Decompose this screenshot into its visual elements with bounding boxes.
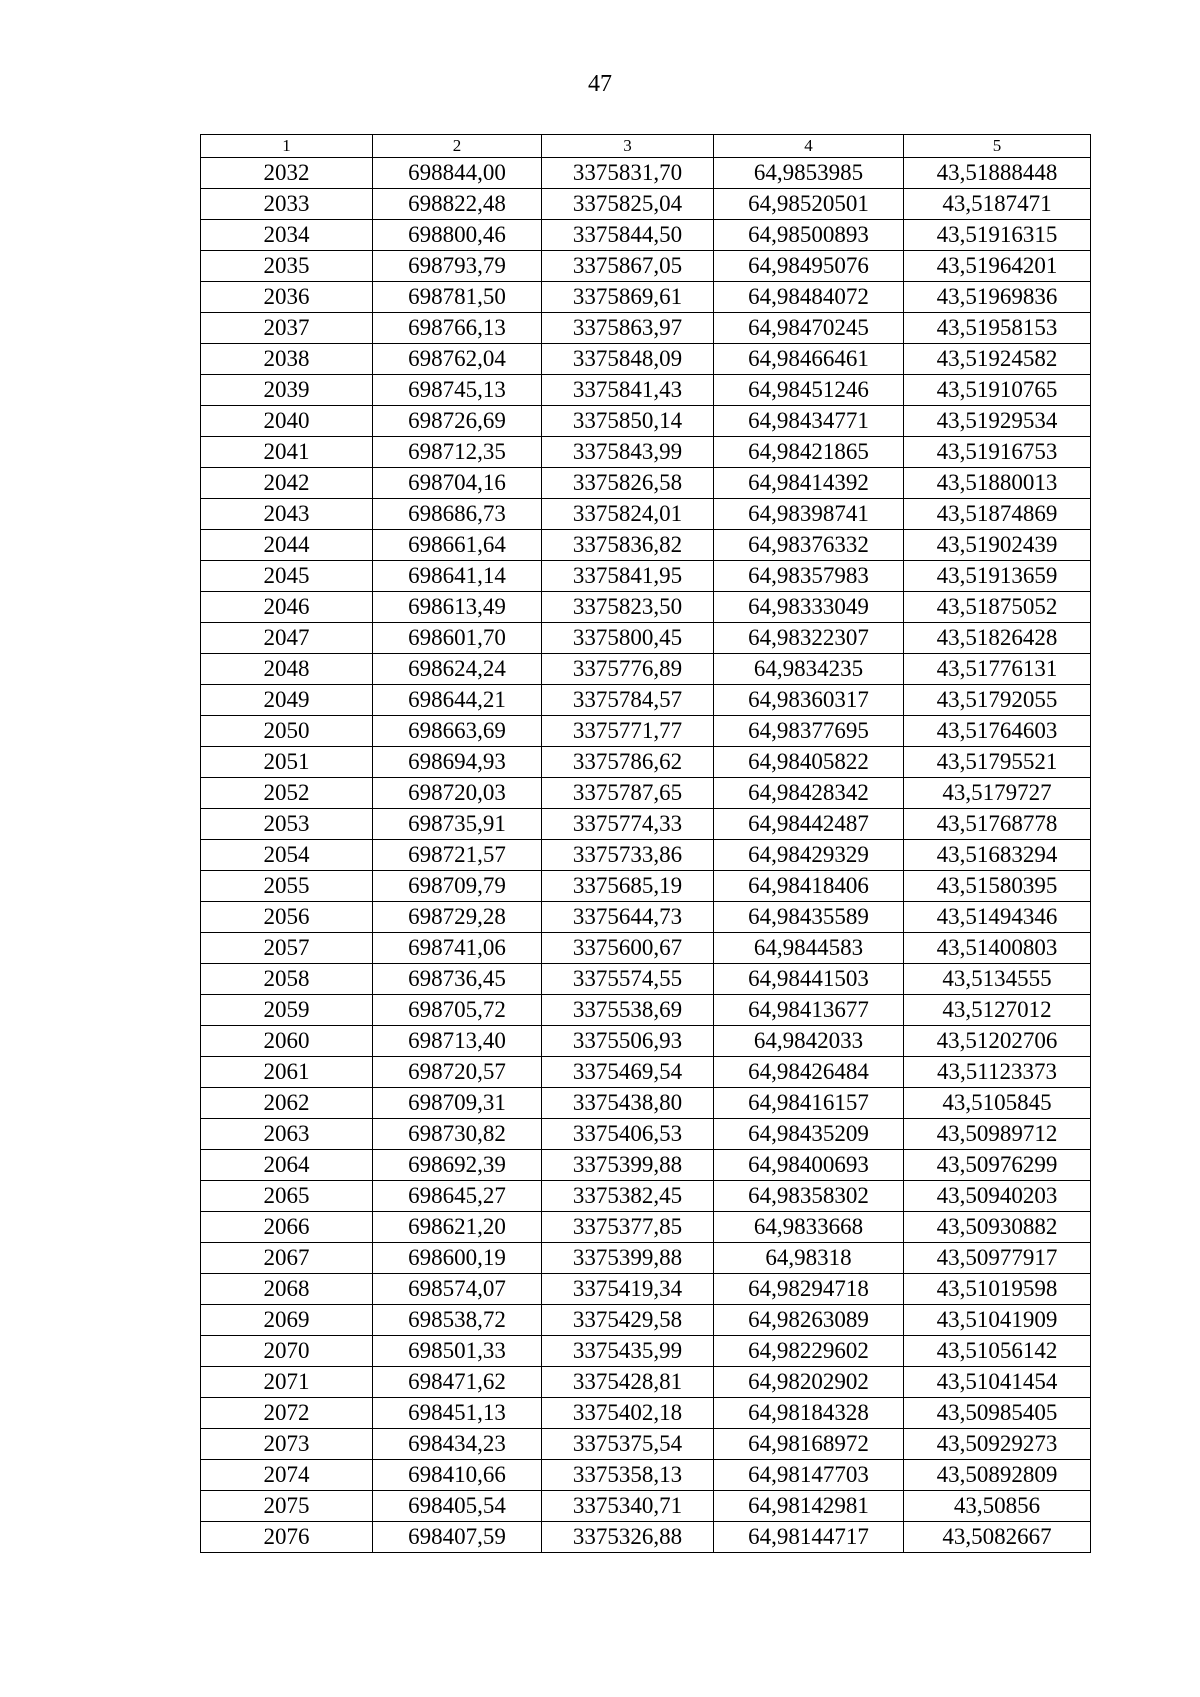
table-cell-col-4: 64,98398741 — [714, 499, 904, 530]
table-row — [201, 1181, 1091, 1212]
table-cell-col-2: 698762,04 — [373, 344, 542, 375]
table-cell-col-4: 64,98520501 — [714, 189, 904, 220]
table-cell-col-4: 64,98147703 — [714, 1460, 904, 1491]
table-cell-col-1: 2049 — [201, 685, 373, 716]
table-cell-col-3: 3375406,53 — [542, 1119, 714, 1150]
table-row — [201, 530, 1091, 561]
table-row — [201, 902, 1091, 933]
table-cell-col-1: 2062 — [201, 1088, 373, 1119]
table-cell-col-1: 2071 — [201, 1367, 373, 1398]
table-cell-col-5: 43,50930882 — [904, 1212, 1091, 1243]
table-cell-col-4: 64,98428342 — [714, 778, 904, 809]
table-cell-col-2: 698704,16 — [373, 468, 542, 499]
table-cell-col-3: 3375469,54 — [542, 1057, 714, 1088]
table-row — [201, 1460, 1091, 1491]
table-cell-col-5: 43,51916315 — [904, 220, 1091, 251]
table-row — [201, 313, 1091, 344]
table-row — [201, 1212, 1091, 1243]
table-cell-col-2: 698781,50 — [373, 282, 542, 313]
table-cell-col-2: 698624,24 — [373, 654, 542, 685]
table-row — [201, 1429, 1091, 1460]
table-cell-col-5: 43,5082667 — [904, 1522, 1091, 1553]
table-cell-col-1: 2046 — [201, 592, 373, 623]
table-cell-col-5: 43,50892809 — [904, 1460, 1091, 1491]
table-cell-col-1: 2070 — [201, 1336, 373, 1367]
table-cell-col-4: 64,98294718 — [714, 1274, 904, 1305]
table-row — [201, 499, 1091, 530]
table-cell-col-5: 43,5127012 — [904, 995, 1091, 1026]
table-cell-col-1: 2032 — [201, 158, 373, 189]
table-cell-col-5: 43,51202706 — [904, 1026, 1091, 1057]
table-cell-col-2: 698501,33 — [373, 1336, 542, 1367]
table-cell-col-1: 2051 — [201, 747, 373, 778]
table-row — [201, 1243, 1091, 1274]
table-cell-col-2: 698712,35 — [373, 437, 542, 468]
table-row — [201, 344, 1091, 375]
table-cell-col-3: 3375823,50 — [542, 592, 714, 623]
table-cell-col-2: 698645,27 — [373, 1181, 542, 1212]
table-row — [201, 158, 1091, 189]
table-cell-col-3: 3375340,71 — [542, 1491, 714, 1522]
table-row — [201, 561, 1091, 592]
table-cell-col-5: 43,51902439 — [904, 530, 1091, 561]
table-cell-col-5: 43,5105845 — [904, 1088, 1091, 1119]
table-cell-col-1: 2039 — [201, 375, 373, 406]
table-cell-col-4: 64,98470245 — [714, 313, 904, 344]
column-header-4: 4 — [714, 135, 904, 158]
table-cell-col-2: 698745,13 — [373, 375, 542, 406]
header-row — [201, 135, 1091, 158]
table-cell-col-5: 43,50976299 — [904, 1150, 1091, 1181]
table-cell-col-2: 698800,46 — [373, 220, 542, 251]
table-cell-col-1: 2036 — [201, 282, 373, 313]
table-cell-col-3: 3375786,62 — [542, 747, 714, 778]
table-cell-col-5: 43,51964201 — [904, 251, 1091, 282]
table-row — [201, 1057, 1091, 1088]
table-cell-col-3: 3375776,89 — [542, 654, 714, 685]
table-row — [201, 933, 1091, 964]
table-cell-col-2: 698729,28 — [373, 902, 542, 933]
table-cell-col-5: 43,51924582 — [904, 344, 1091, 375]
table-cell-col-4: 64,9833668 — [714, 1212, 904, 1243]
table-cell-col-5: 43,51768778 — [904, 809, 1091, 840]
table-cell-col-3: 3375402,18 — [542, 1398, 714, 1429]
table-cell-col-4: 64,98322307 — [714, 623, 904, 654]
table-cell-col-5: 43,51019598 — [904, 1274, 1091, 1305]
page-number: 47 — [588, 71, 612, 97]
table-cell-col-1: 2066 — [201, 1212, 373, 1243]
table-cell-col-3: 3375382,45 — [542, 1181, 714, 1212]
table-cell-col-3: 3375841,95 — [542, 561, 714, 592]
table-cell-col-2: 698822,48 — [373, 189, 542, 220]
table-cell-col-3: 3375869,61 — [542, 282, 714, 313]
table-cell-col-3: 3375506,93 — [542, 1026, 714, 1057]
table-cell-col-1: 2041 — [201, 437, 373, 468]
table-cell-col-3: 3375429,58 — [542, 1305, 714, 1336]
table-cell-col-4: 64,98500893 — [714, 220, 904, 251]
table-cell-col-2: 698601,70 — [373, 623, 542, 654]
table-cell-col-5: 43,51913659 — [904, 561, 1091, 592]
table-cell-col-2: 698451,13 — [373, 1398, 542, 1429]
table-cell-col-3: 3375358,13 — [542, 1460, 714, 1491]
table-cell-col-3: 3375848,09 — [542, 344, 714, 375]
table-cell-col-4: 64,98442487 — [714, 809, 904, 840]
table-cell-col-3: 3375419,34 — [542, 1274, 714, 1305]
table-cell-col-1: 2060 — [201, 1026, 373, 1057]
table-cell-col-3: 3375800,45 — [542, 623, 714, 654]
table-cell-col-3: 3375574,55 — [542, 964, 714, 995]
table-cell-col-4: 64,98358302 — [714, 1181, 904, 1212]
table-cell-col-2: 698705,72 — [373, 995, 542, 1026]
table-cell-col-5: 43,51123373 — [904, 1057, 1091, 1088]
table-row — [201, 871, 1091, 902]
table-cell-col-4: 64,98144717 — [714, 1522, 904, 1553]
table-cell-col-2: 698538,72 — [373, 1305, 542, 1336]
table-cell-col-5: 43,51910765 — [904, 375, 1091, 406]
table-cell-col-4: 64,98413677 — [714, 995, 904, 1026]
table-cell-col-1: 2037 — [201, 313, 373, 344]
table-row — [201, 654, 1091, 685]
table-cell-col-5: 43,51916753 — [904, 437, 1091, 468]
table-cell-col-4: 64,98400693 — [714, 1150, 904, 1181]
table-row — [201, 1119, 1091, 1150]
table-row — [201, 1305, 1091, 1336]
table-cell-col-1: 2056 — [201, 902, 373, 933]
table-cell-col-3: 3375399,88 — [542, 1243, 714, 1274]
table-cell-col-3: 3375438,80 — [542, 1088, 714, 1119]
table-cell-col-5: 43,51875052 — [904, 592, 1091, 623]
table-row — [201, 468, 1091, 499]
table-cell-col-3: 3375399,88 — [542, 1150, 714, 1181]
table-cell-col-1: 2069 — [201, 1305, 373, 1336]
table-cell-col-4: 64,9853985 — [714, 158, 904, 189]
table-cell-col-5: 43,51888448 — [904, 158, 1091, 189]
table-cell-col-5: 43,5134555 — [904, 964, 1091, 995]
table-row — [201, 1026, 1091, 1057]
table-cell-col-4: 64,9834235 — [714, 654, 904, 685]
table-cell-col-2: 698692,39 — [373, 1150, 542, 1181]
table-cell-col-5: 43,51056142 — [904, 1336, 1091, 1367]
table-row — [201, 220, 1091, 251]
table-cell-col-3: 3375435,99 — [542, 1336, 714, 1367]
table-cell-col-1: 2059 — [201, 995, 373, 1026]
table-cell-col-2: 698709,31 — [373, 1088, 542, 1119]
table-cell-col-4: 64,98414392 — [714, 468, 904, 499]
table-cell-col-3: 3375843,99 — [542, 437, 714, 468]
table-cell-col-3: 3375863,97 — [542, 313, 714, 344]
table-row — [201, 1522, 1091, 1553]
table-cell-col-5: 43,51792055 — [904, 685, 1091, 716]
table-cell-col-4: 64,98484072 — [714, 282, 904, 313]
table-cell-col-2: 698663,69 — [373, 716, 542, 747]
table-cell-col-3: 3375844,50 — [542, 220, 714, 251]
table-cell-col-2: 698720,03 — [373, 778, 542, 809]
table-cell-col-2: 698736,45 — [373, 964, 542, 995]
table-cell-col-5: 43,51874869 — [904, 499, 1091, 530]
table-cell-col-5: 43,50929273 — [904, 1429, 1091, 1460]
table-row — [201, 251, 1091, 282]
table-cell-col-3: 3375787,65 — [542, 778, 714, 809]
table-cell-col-3: 3375326,88 — [542, 1522, 714, 1553]
table-cell-col-1: 2033 — [201, 189, 373, 220]
table-cell-col-1: 2044 — [201, 530, 373, 561]
table-cell-col-2: 698844,00 — [373, 158, 542, 189]
table-cell-col-5: 43,51494346 — [904, 902, 1091, 933]
table-cell-col-3: 3375784,57 — [542, 685, 714, 716]
table-cell-col-2: 698721,57 — [373, 840, 542, 871]
table-cell-col-5: 43,50985405 — [904, 1398, 1091, 1429]
table-cell-col-2: 698621,20 — [373, 1212, 542, 1243]
table-cell-col-3: 3375685,19 — [542, 871, 714, 902]
table-cell-col-3: 3375824,01 — [542, 499, 714, 530]
table-cell-col-2: 698574,07 — [373, 1274, 542, 1305]
table-row — [201, 1336, 1091, 1367]
table-cell-col-3: 3375774,33 — [542, 809, 714, 840]
table-cell-col-5: 43,51795521 — [904, 747, 1091, 778]
table-cell-col-1: 2065 — [201, 1181, 373, 1212]
table-cell-col-4: 64,98357983 — [714, 561, 904, 592]
table-cell-col-2: 698686,73 — [373, 499, 542, 530]
table-row — [201, 1274, 1091, 1305]
table-cell-col-2: 698709,79 — [373, 871, 542, 902]
table-cell-col-2: 698644,21 — [373, 685, 542, 716]
table-cell-col-5: 43,51400803 — [904, 933, 1091, 964]
table-cell-col-5: 43,5179727 — [904, 778, 1091, 809]
table-row — [201, 282, 1091, 313]
table-cell-col-5: 43,51929534 — [904, 406, 1091, 437]
table-cell-col-4: 64,98202902 — [714, 1367, 904, 1398]
table-cell-col-1: 2047 — [201, 623, 373, 654]
table-cell-col-4: 64,98377695 — [714, 716, 904, 747]
table-cell-col-1: 2064 — [201, 1150, 373, 1181]
table-cell-col-4: 64,9842033 — [714, 1026, 904, 1057]
table-cell-col-1: 2055 — [201, 871, 373, 902]
table-cell-col-1: 2061 — [201, 1057, 373, 1088]
table-row — [201, 685, 1091, 716]
table-cell-col-1: 2042 — [201, 468, 373, 499]
table-cell-col-2: 698405,54 — [373, 1491, 542, 1522]
table-row — [201, 592, 1091, 623]
table-cell-col-4: 64,98466461 — [714, 344, 904, 375]
table-cell-col-4: 64,98451246 — [714, 375, 904, 406]
table-cell-col-3: 3375831,70 — [542, 158, 714, 189]
table-cell-col-1: 2045 — [201, 561, 373, 592]
table-cell-col-4: 64,98434771 — [714, 406, 904, 437]
table-cell-col-5: 43,50856 — [904, 1491, 1091, 1522]
table-row — [201, 437, 1091, 468]
table-cell-col-5: 43,50989712 — [904, 1119, 1091, 1150]
table-row — [201, 747, 1091, 778]
table-cell-col-2: 698600,19 — [373, 1243, 542, 1274]
table-cell-col-1: 2074 — [201, 1460, 373, 1491]
table-row — [201, 809, 1091, 840]
table-row — [201, 1367, 1091, 1398]
table-cell-col-4: 64,98495076 — [714, 251, 904, 282]
table-row — [201, 840, 1091, 871]
table-cell-col-5: 43,51776131 — [904, 654, 1091, 685]
table-cell-col-4: 64,98405822 — [714, 747, 904, 778]
table-cell-col-5: 43,5187471 — [904, 189, 1091, 220]
table-cell-col-1: 2043 — [201, 499, 373, 530]
table-cell-col-4: 64,98229602 — [714, 1336, 904, 1367]
table-cell-col-5: 43,50940203 — [904, 1181, 1091, 1212]
table-cell-col-5: 43,51826428 — [904, 623, 1091, 654]
table-cell-col-1: 2057 — [201, 933, 373, 964]
table-cell-col-2: 698613,49 — [373, 592, 542, 623]
table-cell-col-1: 2072 — [201, 1398, 373, 1429]
table-cell-col-3: 3375771,77 — [542, 716, 714, 747]
table-cell-col-4: 64,98360317 — [714, 685, 904, 716]
table-cell-col-1: 2038 — [201, 344, 373, 375]
table-cell-col-3: 3375428,81 — [542, 1367, 714, 1398]
table-row — [201, 778, 1091, 809]
column-header-1: 1 — [201, 135, 373, 158]
table-row — [201, 1088, 1091, 1119]
table-cell-col-5: 43,51969836 — [904, 282, 1091, 313]
table-cell-col-1: 2034 — [201, 220, 373, 251]
table-row — [201, 375, 1091, 406]
table-cell-col-3: 3375375,54 — [542, 1429, 714, 1460]
table-cell-col-1: 2052 — [201, 778, 373, 809]
table-cell-col-5: 43,51580395 — [904, 871, 1091, 902]
table-cell-col-5: 43,51958153 — [904, 313, 1091, 344]
table-cell-col-2: 698471,62 — [373, 1367, 542, 1398]
table-cell-col-3: 3375377,85 — [542, 1212, 714, 1243]
column-header-2: 2 — [373, 135, 542, 158]
table-cell-col-3: 3375600,67 — [542, 933, 714, 964]
table-cell-col-2: 698741,06 — [373, 933, 542, 964]
column-header-3: 3 — [542, 135, 714, 158]
table-row — [201, 1398, 1091, 1429]
table-cell-col-4: 64,98376332 — [714, 530, 904, 561]
table-cell-col-2: 698661,64 — [373, 530, 542, 561]
table-cell-col-2: 698726,69 — [373, 406, 542, 437]
table-cell-col-2: 698735,91 — [373, 809, 542, 840]
table-row — [201, 964, 1091, 995]
table-cell-col-4: 64,98333049 — [714, 592, 904, 623]
table-cell-col-1: 2040 — [201, 406, 373, 437]
table-cell-col-2: 698713,40 — [373, 1026, 542, 1057]
table-cell-col-1: 2063 — [201, 1119, 373, 1150]
table-cell-col-4: 64,98429329 — [714, 840, 904, 871]
table-cell-col-2: 698641,14 — [373, 561, 542, 592]
table-cell-col-1: 2073 — [201, 1429, 373, 1460]
table-cell-col-5: 43,50977917 — [904, 1243, 1091, 1274]
table-cell-col-1: 2067 — [201, 1243, 373, 1274]
table-cell-col-1: 2054 — [201, 840, 373, 871]
table-cell-col-1: 2068 — [201, 1274, 373, 1305]
table-cell-col-4: 64,98441503 — [714, 964, 904, 995]
table-row — [201, 716, 1091, 747]
table-cell-col-1: 2048 — [201, 654, 373, 685]
table-cell-col-4: 64,98421865 — [714, 437, 904, 468]
table-cell-col-5: 43,51041454 — [904, 1367, 1091, 1398]
table-cell-col-2: 698720,57 — [373, 1057, 542, 1088]
table-body — [201, 158, 1091, 1553]
table-cell-col-4: 64,98418406 — [714, 871, 904, 902]
table-cell-col-5: 43,51683294 — [904, 840, 1091, 871]
table-cell-col-4: 64,98318 — [714, 1243, 904, 1274]
coordinates-table — [200, 134, 1091, 1553]
table-cell-col-1: 2035 — [201, 251, 373, 282]
table-cell-col-3: 3375850,14 — [542, 406, 714, 437]
table-cell-col-3: 3375836,82 — [542, 530, 714, 561]
table-cell-col-1: 2053 — [201, 809, 373, 840]
table-cell-col-5: 43,51764603 — [904, 716, 1091, 747]
table-cell-col-5: 43,51880013 — [904, 468, 1091, 499]
table-cell-col-3: 3375841,43 — [542, 375, 714, 406]
table-cell-col-3: 3375825,04 — [542, 189, 714, 220]
table-row — [201, 1491, 1091, 1522]
table-row — [201, 1150, 1091, 1181]
table-cell-col-2: 698730,82 — [373, 1119, 542, 1150]
table-cell-col-4: 64,98416157 — [714, 1088, 904, 1119]
table-cell-col-2: 698793,79 — [373, 251, 542, 282]
table-header — [201, 135, 1091, 158]
table-cell-col-4: 64,9844583 — [714, 933, 904, 964]
table-cell-col-1: 2058 — [201, 964, 373, 995]
table-cell-col-1: 2076 — [201, 1522, 373, 1553]
table-cell-col-4: 64,98142981 — [714, 1491, 904, 1522]
table-row — [201, 189, 1091, 220]
table-cell-col-3: 3375826,58 — [542, 468, 714, 499]
table-cell-col-4: 64,98184328 — [714, 1398, 904, 1429]
table-cell-col-2: 698410,66 — [373, 1460, 542, 1491]
table-cell-col-4: 64,98435589 — [714, 902, 904, 933]
table-row — [201, 623, 1091, 654]
table-cell-col-2: 698434,23 — [373, 1429, 542, 1460]
table-cell-col-3: 3375538,69 — [542, 995, 714, 1026]
table-cell-col-5: 43,51041909 — [904, 1305, 1091, 1336]
table-row — [201, 406, 1091, 437]
table-cell-col-4: 64,98263089 — [714, 1305, 904, 1336]
table-cell-col-1: 2050 — [201, 716, 373, 747]
table-cell-col-3: 3375867,05 — [542, 251, 714, 282]
table-cell-col-2: 698694,93 — [373, 747, 542, 778]
table-cell-col-4: 64,98168972 — [714, 1429, 904, 1460]
table-cell-col-3: 3375733,86 — [542, 840, 714, 871]
table-cell-col-2: 698407,59 — [373, 1522, 542, 1553]
column-header-5: 5 — [904, 135, 1091, 158]
table-cell-col-3: 3375644,73 — [542, 902, 714, 933]
table-cell-col-1: 2075 — [201, 1491, 373, 1522]
table-cell-col-4: 64,98435209 — [714, 1119, 904, 1150]
table-cell-col-2: 698766,13 — [373, 313, 542, 344]
table-cell-col-4: 64,98426484 — [714, 1057, 904, 1088]
table-row — [201, 995, 1091, 1026]
